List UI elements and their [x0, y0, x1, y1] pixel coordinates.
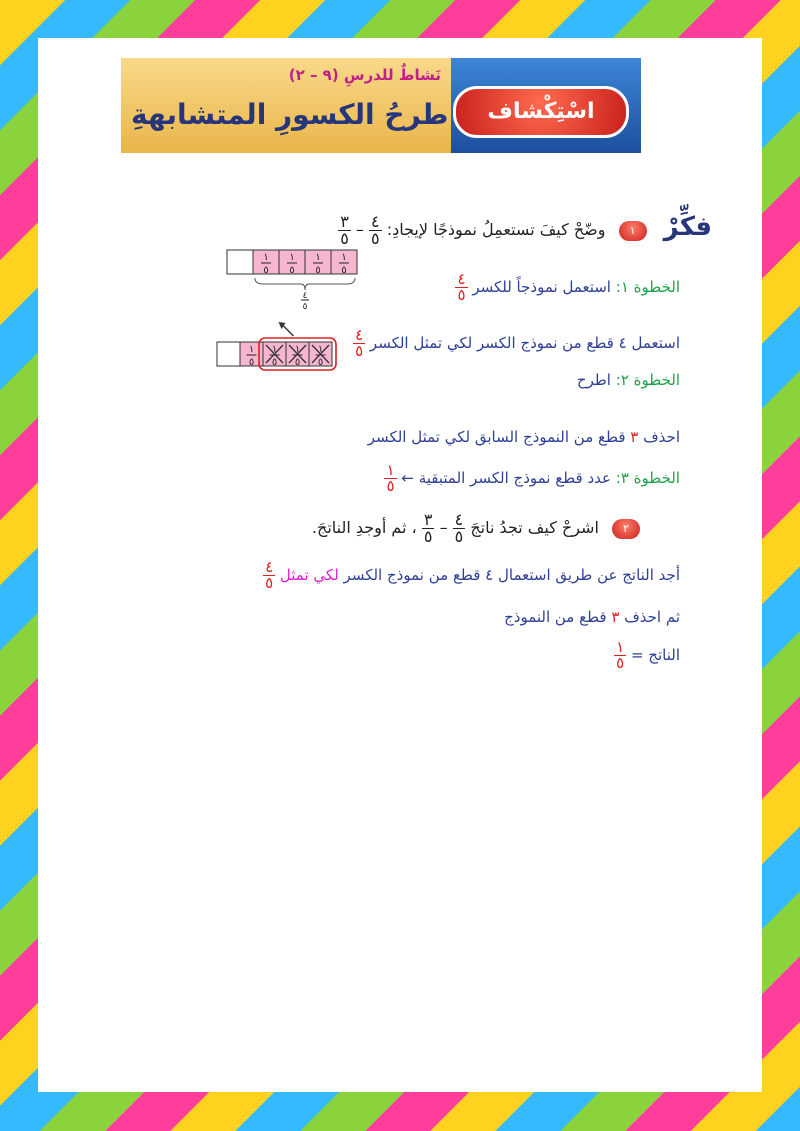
model-2-cell-label-den: ٥ — [294, 357, 301, 368]
model-1-brace-num: ٤ — [302, 291, 308, 301]
fraction-model-1 — [225, 248, 365, 312]
step-1-text: استعمل نموذجاً للكسر — [472, 278, 611, 296]
model-2-cell-label-den: ٥ — [271, 357, 278, 368]
model-2-cell — [217, 342, 240, 366]
question-1: فكِّرْ ١ وضّحْ كيفَ تستعمِلُ نموذجًا لإيجادِ: $\frac{٤}{٥}$ – $\frac{٣}{٥}$ — [340, 212, 712, 248]
question-1-text: وضّحْ كيفَ تستعمِلُ نموذجًا لإيجادِ: — [386, 220, 606, 239]
question-2-fraction-a: $\frac{٤}{٥}$ — [454, 510, 464, 546]
use-pieces-line — [353, 328, 680, 359]
question-2: ٢ اشرحْ كيف تجدُ ناتجَ $\frac{٤}{٥}$ – $\frac{٣}{٥}$ ، ثم أوجدِ الناتجَ. — [312, 512, 640, 545]
model-2-cell-label-num: ١ — [317, 344, 324, 355]
question-1-fraction-a: $\frac{٤}{٥}$ — [371, 212, 380, 248]
model-2-cell-label-den: ٥ — [248, 357, 255, 368]
model-1-cell-label-den: ٥ — [263, 265, 269, 276]
answer-line-1: أجد الناتج عن طريق استعمال ٤ قطع من نموذج الكسر لكي تمثل $\frac{٤}{٥}$ — [265, 558, 680, 592]
model-1-brace — [255, 278, 355, 290]
arrow-left-icon: ← — [401, 469, 414, 487]
question-1-fraction-b: $\frac{٣}{٥}$ — [340, 212, 349, 248]
model-2-cell-label-den: ٥ — [317, 357, 324, 368]
step-1 — [455, 272, 680, 303]
use-pieces-text: استعمل ٤ قطع من نموذج الكسر لكي تمثل الكسر — [369, 334, 680, 352]
answer-fraction: $\frac{٤}{٥}$ — [265, 558, 274, 592]
fraction-model-2 — [215, 318, 345, 378]
question-1-badge: ١ — [619, 221, 647, 241]
use-pieces-fraction: $\frac{٤}{٥}$ — [355, 326, 364, 360]
lesson-banner — [121, 58, 641, 153]
lesson-title: طرحُ الكسورِ المتشابهةِ — [131, 98, 449, 131]
model-2-cell-label-num: ١ — [248, 344, 255, 355]
remove-arrow-head — [279, 322, 286, 329]
model-1-cell-label-den: ٥ — [315, 265, 321, 276]
question-2-fraction-b: $\frac{٣}{٥}$ — [423, 510, 433, 546]
result-label: الناتج — [648, 646, 680, 664]
lesson-label: نَشاطٌ للدرسِ (٩ – ٢) — [288, 66, 441, 84]
step-2-label: الخطوة ٢: — [615, 371, 680, 389]
step-1-fraction: $\frac{٤}{٥}$ — [457, 270, 466, 304]
step-2 — [577, 371, 680, 389]
delete-pieces-line: احذف ٣ قطع من النموذج السابق لكي تمثل الكسر — [367, 428, 680, 446]
model-1-cell-label-den: ٥ — [341, 265, 347, 276]
step-3 — [384, 463, 680, 494]
explore-badge: اسْتِكْشاف — [453, 86, 629, 138]
model-2-cell-label-num: ١ — [294, 344, 301, 355]
step-3-label: الخطوة ٣: — [615, 469, 680, 487]
question-2-badge: ٢ — [612, 519, 640, 539]
step-3-text: عدد قطع نموذج الكسر المتبقية — [418, 469, 611, 487]
think-label: فكِّرْ — [663, 212, 712, 242]
model-1-cell-label-num: ١ — [263, 252, 269, 263]
model-1-cell-label-den: ٥ — [289, 265, 295, 276]
step-1-label: الخطوة ١: — [615, 278, 680, 296]
step-3-fraction: $\frac{١}{٥}$ — [386, 461, 395, 495]
result-fraction: $\frac{١}{٥}$ — [616, 638, 625, 672]
model-2-cell-label-num: ١ — [271, 344, 278, 355]
model-1-brace-den: ٥ — [302, 302, 308, 312]
model-1-cell-label-num: ١ — [315, 252, 321, 263]
model-1-cell — [227, 250, 253, 274]
answer-line-2: ثم احذف ٣ قطع من النموذج — [504, 608, 680, 626]
model-1-cell-label-num: ١ — [341, 252, 347, 263]
model-1-cell-label-num: ١ — [289, 252, 295, 263]
step-2-text: اطرح — [576, 371, 611, 389]
result-line: الناتج = $\frac{١}{٥}$ — [616, 638, 680, 672]
